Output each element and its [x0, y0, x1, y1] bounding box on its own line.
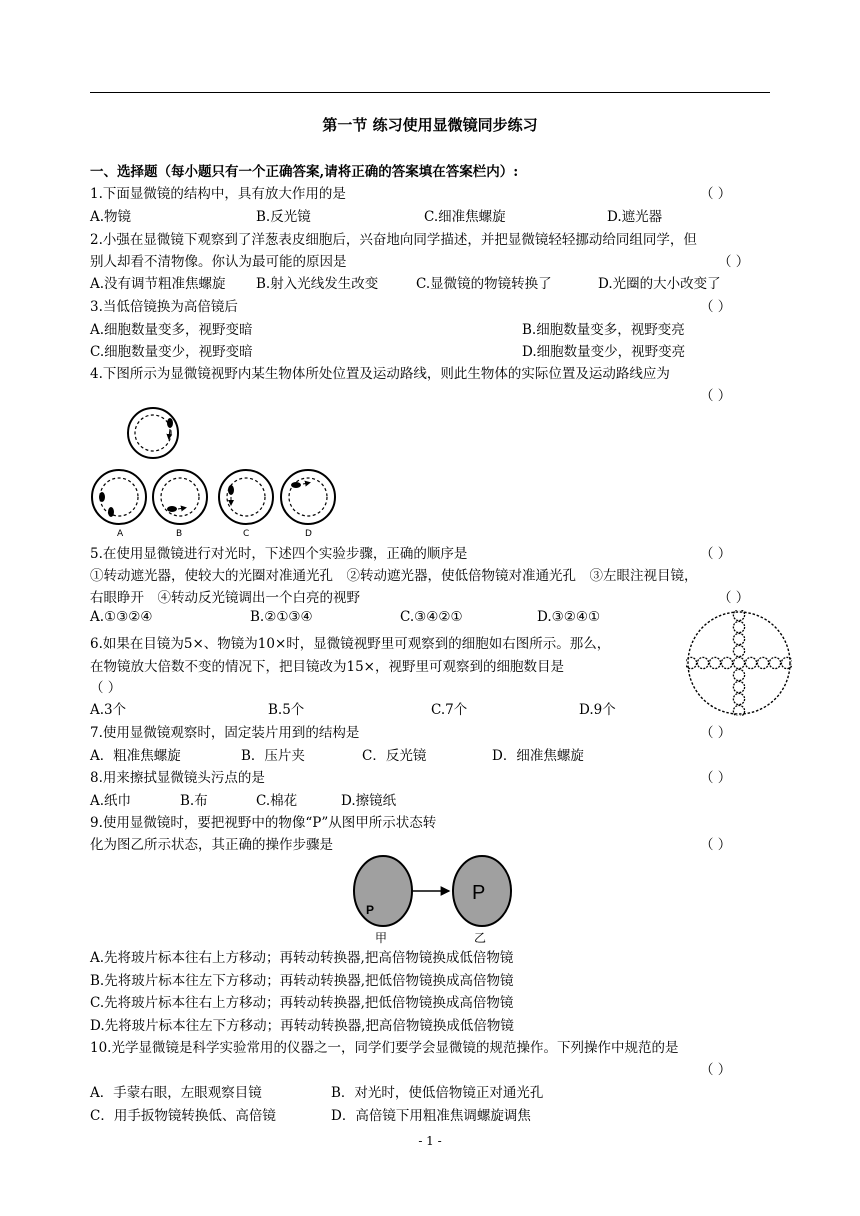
q10-answer-paren: （ ） [700, 1062, 732, 1078]
view-field-c [219, 470, 273, 524]
page-title: 第一节 练习使用显微镜同步练习 [322, 116, 538, 134]
q7-stem: 7.使用显微镜观察时，固定装片用到的结构是 [90, 725, 360, 741]
q5-stem: 5.在使用显微镜进行对光时，下述四个实验步骤，正确的顺序是 [90, 546, 468, 562]
q8-option-a: A.纸巾 [90, 793, 132, 809]
view-field-d [281, 470, 335, 524]
label-yi: 乙 [474, 931, 487, 945]
section-heading: 一、选择题（每小题只有一个正确答案,请将正确的答案填在答案栏内）: [90, 164, 519, 180]
cell-circle [733, 681, 744, 692]
q5-option-b: B.②①③④ [250, 609, 313, 625]
q3-option-c: C.细胞数量变少，视野变暗 [90, 344, 253, 360]
q4-answer-paren: （ ） [700, 388, 732, 404]
view-field-a [92, 470, 146, 524]
cell-circle [733, 621, 744, 632]
q3-answer-paren: （ ） [700, 299, 732, 315]
q5-steps-line1: ①转动遮光器，使较大的光圈对准通光孔 ②转动遮光器，使低倍物镜对准通光孔 ③左眼注视目镜， [90, 568, 698, 584]
q9-stem-line2: 化为图乙所示状态，其正确的操作步骤是 [90, 837, 333, 853]
cell-circle [733, 705, 744, 716]
q5-answer-paren: （ ） [700, 546, 732, 562]
q7-option-b: B．压片夹 [241, 748, 305, 764]
q9-answer-paren: （ ） [700, 837, 732, 853]
q2-option-d: D.光圈的大小改变了 [598, 276, 721, 292]
q1-answer-paren: （ ） [700, 186, 732, 202]
q9-option-b: B.先将玻片标本往左下方移动；再转动转换器,把低倍物镜换成高倍物镜 [90, 973, 514, 989]
q8-option-b: B.布 [180, 793, 208, 809]
cell-circle [733, 669, 744, 680]
cell-circle [745, 657, 756, 668]
q1-option-c: C.细准焦螺旋 [424, 209, 506, 225]
q5-option-c: C.③④②① [400, 609, 463, 625]
q9-stem-line1: 9.使用显微镜时，要把视野中的物像“P”从图甲所示状态转 [90, 815, 437, 831]
q6-answer-paren: （ ） [90, 680, 122, 696]
q4-stem: 4.下图所示为显微镜视野内某生物体所处位置及运动路线，则此生物体的实际位置及运动路线应为 [90, 366, 670, 382]
q10-option-b: B．对光时，使低倍物镜正对通光孔 [331, 1085, 544, 1101]
cell-circle [721, 657, 732, 668]
q6-option-d: D.9个 [579, 702, 616, 718]
q7-option-c: C．反光镜 [362, 748, 427, 764]
q5-option-d: D.③②④① [537, 609, 601, 625]
q6-option-a: A.3个 [90, 702, 127, 718]
q7-option-a: A．粗准焦螺旋 [90, 748, 181, 764]
q2-option-a: A.没有调节粗准焦螺旋 [90, 276, 226, 292]
cell-circle [709, 657, 720, 668]
view-field-original [128, 408, 178, 458]
q3-option-b: B.细胞数量变多，视野变亮 [522, 322, 685, 338]
label-b: B [176, 529, 183, 539]
q4-microscope-figure [90, 405, 360, 540]
cell-circle [733, 645, 744, 656]
label-a: A [117, 529, 124, 539]
q2-option-c: C.显微镜的物镜转换了 [416, 276, 552, 292]
q7-answer-paren: （ ） [700, 725, 732, 741]
q10-option-c: C．用手扳物镜转换低、高倍镜 [90, 1108, 276, 1124]
q2-answer-paren: （ ） [718, 254, 750, 270]
q1-stem: 1.下面显微镜的结构中，具有放大作用的是 [90, 186, 346, 202]
cell-circle [769, 657, 780, 668]
cell-circle [757, 657, 768, 668]
q8-answer-paren: （ ） [700, 770, 732, 786]
q10-option-a: A．手蒙右眼，左眼观察目镜 [90, 1085, 262, 1101]
q6-stem-line1: 6.如果在目镜为5×、物镜为10×时，显微镜视野里可观察到的细胞如右图所示。那么， [90, 636, 611, 652]
q8-option-d: D.擦镜纸 [341, 793, 397, 809]
label-c: C [243, 529, 250, 539]
q2-stem-line2: 别人却看不清物像。你认为最可能的原因是 [90, 254, 347, 270]
header-rule [90, 92, 770, 93]
q3-option-d: D.细胞数量变少，视野变亮 [522, 344, 686, 360]
q10-stem: 10.光学显微镜是科学实验常用的仪器之一，同学们要学会显微镜的规范操作。下列操作中规范的是 [90, 1040, 679, 1056]
cell-circle [697, 657, 708, 668]
view-field-b [153, 470, 207, 524]
p-letter-jia: P [366, 903, 375, 917]
view-jia [354, 856, 412, 926]
q6-option-c: C.7个 [431, 702, 468, 718]
q2-stem-line1: 2.小强在显微镜下观察到了洋葱表皮细胞后，兴奋地向同学描述，并把显微镜轻轻挪动给同组同学，但 [90, 232, 697, 248]
q1-option-d: D.遮光器 [607, 209, 663, 225]
q7-option-d: D．细准焦螺旋 [492, 748, 584, 764]
cell-circle [733, 693, 744, 704]
q3-stem: 3.当低倍镜换为高倍镜后 [90, 299, 238, 315]
p-letter-yi: P [472, 882, 486, 904]
q9-option-d: D.先将玻片标本往左下方移动；再转动转换器,把高倍物镜换成低倍物镜 [90, 1018, 514, 1034]
label-jia: 甲 [375, 931, 388, 945]
cell-circle [733, 657, 744, 668]
q2-option-b: B.射入光线发生改变 [256, 276, 379, 292]
q9-option-a: A.先将玻片标本往右上方移动；再转动转换器,把高倍物镜换成低倍物镜 [90, 950, 514, 966]
q10-option-d: D．高倍镜下用粗准焦调螺旋调焦 [331, 1108, 531, 1124]
q6-stem-line2: 在物镜放大倍数不变的情况下，把目镜改为15×，视野里可观察到的细胞数目是 [90, 659, 564, 675]
q6-cell-view-figure [686, 610, 792, 716]
q9-option-c: C.先将玻片标本往右上方移动；再转动转换器,把低倍物镜换成高倍物镜 [90, 995, 514, 1011]
q5-option-a: A.①③②④ [90, 609, 153, 625]
cell-circle [733, 633, 744, 644]
q9-p-figure [352, 853, 522, 945]
q5-steps-line2: 右眼睁开 ④转动反光镜调出一个白亮的视野 [90, 590, 360, 606]
q6-option-b: B.5个 [268, 702, 305, 718]
q5-answer-paren-2: （ ） [718, 590, 750, 606]
q1-option-b: B.反光镜 [256, 209, 311, 225]
cell-circle [733, 610, 744, 621]
q3-option-a: A.细胞数量变多，视野变暗 [90, 322, 253, 338]
label-d: D [305, 529, 312, 539]
page-number: - 1 - [418, 1134, 442, 1148]
q8-option-c: C.棉花 [256, 793, 298, 809]
q8-stem: 8.用来擦拭显微镜头污点的是 [90, 770, 265, 786]
q1-option-a: A.物镜 [90, 209, 132, 225]
